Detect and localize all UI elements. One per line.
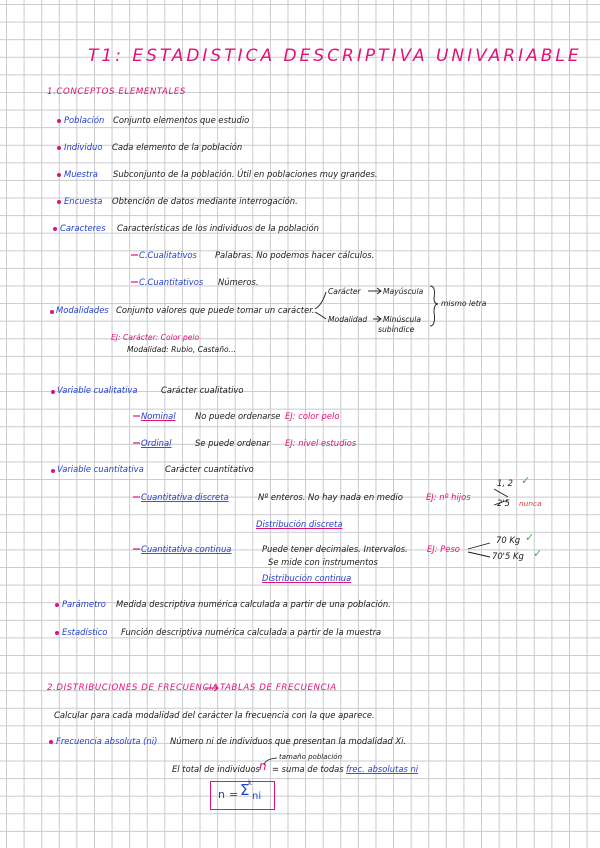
hijos-nunca: nunca [519,499,542,508]
total-n: n [259,759,267,773]
formula-sigma: Σ [240,781,250,799]
ej-continua: EJ: Peso [427,544,460,554]
term-frecuencia-absoluta: Frecuencia absoluta (ni) [56,736,158,746]
term-estadistico: Estadístico [62,627,108,637]
bullet [57,200,61,204]
ej-discreta: EJ: nº hijos [426,492,471,502]
term-caracteres: Caracteres [60,223,106,233]
bullet [57,173,61,177]
example-1b: Modalidad: Rubio, Castaño... [127,345,236,354]
hijos-v2: 2'5 [497,498,510,508]
def-continua-1: Puede tener decimales. Intervalos. [262,544,408,554]
peso-v1: 70 Kg [496,535,521,545]
def-estadistico: Función descriptiva numérica calculada a partir de la muestra [121,627,382,637]
diagram-minuscula: Minúscula [383,315,421,324]
diagram-mayuscula: Mayúscula [383,287,424,296]
term-continua: Cuantitativa continua [141,544,232,554]
term-c-cuantitativos: C.Cuantitativos [139,277,204,287]
bullet [49,740,53,744]
total-text-b: = suma de todas [272,764,344,774]
term-poblacion: Población [64,115,105,125]
diagram-caracter: Carácter [328,287,361,296]
term-var-cualitativa: Variable cualitativa [57,385,138,395]
bullet [57,146,61,150]
term-parametro: Parámetro [62,599,106,609]
def-discreta: Nº enteros. No hay nada en medio [258,492,403,502]
diagram-mismo-letra: mismo letra [441,299,487,308]
dist-discreta: Distribución discreta [256,519,343,529]
page-title: T1: ESTADISTICA DESCRIPTIVA UNIVARIABLE [88,46,582,66]
bullet [50,310,54,314]
term-individuo: Individuo [64,142,103,152]
term-encuesta: Encuesta [64,196,103,206]
check-icon: ✓ [525,531,535,544]
example-1a: EJ: Carácter: Color pelo [111,333,200,342]
section-heading-2b: TABLAS DE FRECUENCIA [220,683,337,693]
def-frecuencia-absoluta: Número ni de individuos que presentan la modalidad Xi. [170,736,407,746]
total-text-c: frec. absolutas ni [346,764,419,774]
def-muestra: Subconjunto de la población. Útil en poblaciones muy grandes. [113,169,378,179]
def-individuo: Cada elemento de la población [112,142,243,152]
calcular-text: Calcular para cada modalidad del carácter la frecuencia con la que aparece. [54,710,375,720]
formula-k: k [248,779,253,787]
formula-ni: ni [252,791,262,802]
diagram-modalidad: Modalidad [328,315,368,324]
dist-continua: Distribución continua [262,573,352,583]
term-var-cuantitativa: Variable cuantitativa [57,464,144,474]
diagram-subindice: subíndice [378,325,415,334]
term-discreta: Cuantitativa discreta [141,492,229,502]
ej-nominal: EJ: color pelo [285,411,340,421]
section-heading-1: 1.CONCEPTOS ELEMENTALES [47,87,186,97]
tamano-poblacion: tamaño población [279,753,343,761]
hijos-v1: 1, 2 [497,478,513,488]
term-c-cualitativos: C.Cualitativos [139,250,197,260]
def-var-cuantitativa: Carácter cuantitativo [165,464,254,474]
bullet [51,390,55,394]
peso-v2: 70'5 Kg [492,551,524,561]
ej-ordinal: EJ: nivel estudios [285,438,357,448]
formula-n: n [218,788,225,801]
check-icon: ✓ [533,547,543,560]
def-caracteres: Características de los individuos de la población [117,223,319,233]
bullet [51,469,55,473]
def-encuesta: Obtención de datos mediante interrogación. [112,196,298,206]
total-text-a: El total de individuos [172,764,260,774]
def-parametro: Medida descriptiva numérica calculada a partir de una población. [116,599,391,609]
bullet [53,227,57,231]
def-continua-2: Se mide con instrumentos [268,557,378,567]
formula-eq: = [229,788,239,801]
def-ordinal: Se puede ordenar [195,438,270,448]
term-ordinal: Ordinal [141,438,172,448]
check-icon: ✓ [521,474,531,487]
def-nominal: No puede ordenarse [195,411,281,421]
def-poblacion: Conjunto elementos que estudio [113,115,250,125]
term-modalidades: Modalidades [56,305,109,315]
bullet [55,631,59,635]
bullet [55,603,59,607]
term-nominal: Nominal [141,411,176,421]
section-heading-2: 2.DISTRIBUCIONES DE FRECUENCIA [47,683,219,693]
def-modalidades: Conjunto valores que puede tomar un carácter. [116,305,315,315]
bullet [57,119,61,123]
def-c-cualitativos: Palabras. No podemos hacer cálculos. [215,250,375,260]
def-c-cuantitativos: Números. [218,277,259,287]
term-muestra: Muestra [64,169,98,179]
def-var-cualitativa: Carácter cualitativo [161,385,244,395]
